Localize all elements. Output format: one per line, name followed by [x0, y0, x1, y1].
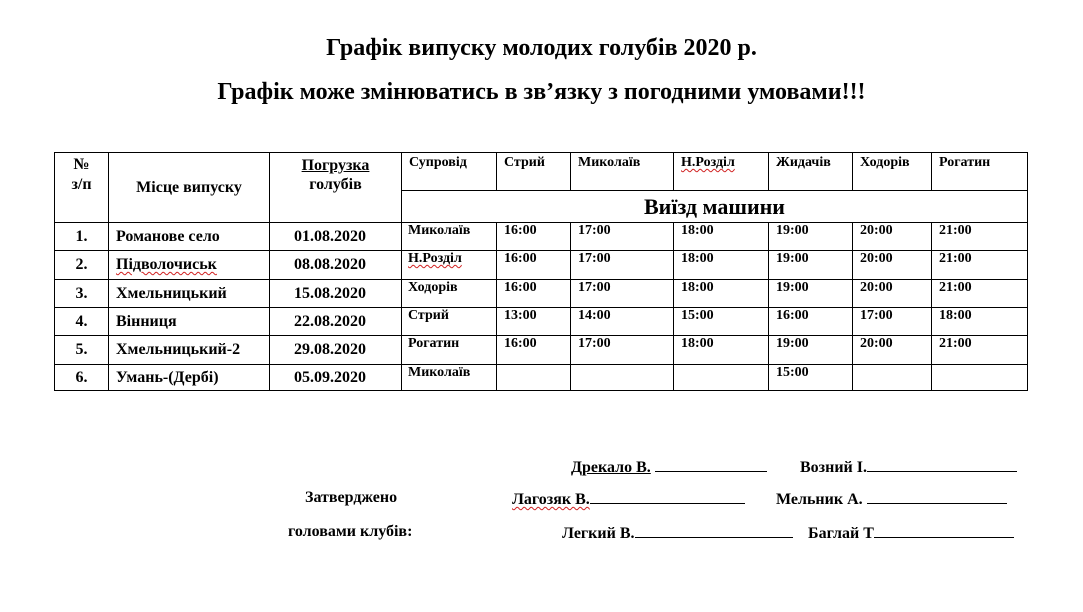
release-place: Вінниця	[109, 308, 270, 336]
departure-time: 17:00	[571, 280, 674, 308]
header-city-rohatyn: Рогатин	[932, 153, 1028, 191]
departure-time: 20:00	[853, 251, 932, 280]
header-loading-line1: Погрузка	[301, 157, 370, 174]
signature-line	[590, 488, 745, 504]
release-place: Хмельницький-2	[109, 336, 270, 365]
table-row	[55, 251, 1028, 280]
header-number	[55, 153, 109, 223]
departure-time: 21:00	[932, 251, 1028, 280]
header-city-zhydachiv: Жидачів	[769, 153, 853, 191]
loading-date: 22.08.2020	[270, 308, 402, 336]
signature-drekalo	[571, 456, 767, 478]
header-loading	[270, 153, 402, 223]
departure-time: 16:00	[497, 251, 571, 280]
departure-time	[497, 365, 571, 391]
signature-name: Возний І.	[800, 459, 867, 476]
departure-time: 16:00	[769, 308, 853, 336]
escort-city: Миколаїв	[402, 223, 497, 251]
departure-time: 18:00	[674, 280, 769, 308]
header-loading-line2: голубів	[309, 176, 362, 193]
row-number: 6.	[55, 365, 109, 391]
signature-bahlai	[808, 522, 1014, 544]
departure-time: 19:00	[769, 251, 853, 280]
signature-line	[655, 456, 767, 472]
departure-time: 15:00	[769, 365, 853, 391]
signature-line	[874, 522, 1014, 538]
departure-time: 17:00	[571, 251, 674, 280]
escort-city: Стрий	[402, 308, 497, 336]
signature-line	[635, 522, 793, 538]
table-row	[55, 336, 1028, 365]
table-row	[55, 365, 1028, 391]
escort-city: Рогатин	[402, 336, 497, 365]
header-number-label: з/п	[71, 176, 92, 193]
departure-time: 20:00	[853, 336, 932, 365]
club-heads-label: головами клубів:	[288, 523, 413, 540]
loading-date: 01.08.2020	[270, 223, 402, 251]
signature-name: Лагозяк В.	[512, 491, 590, 508]
departure-time	[571, 365, 674, 391]
departure-time: 14:00	[571, 308, 674, 336]
release-place-text: Підволочиськ	[116, 256, 217, 273]
signature-name: Баглай Т	[808, 525, 874, 542]
signature-name: Легкий В.	[562, 525, 635, 542]
header-city-stryi: Стрий	[497, 153, 571, 191]
departure-time: 18:00	[674, 223, 769, 251]
row-number: 5.	[55, 336, 109, 365]
signature-name: Дрекало В.	[571, 459, 651, 476]
signature-lehkyi	[562, 522, 793, 544]
departure-time: 17:00	[571, 336, 674, 365]
header-city-nrozdil	[674, 153, 769, 191]
approved-label: Затверджено	[305, 489, 398, 506]
row-number: 4.	[55, 308, 109, 336]
table-row	[55, 280, 1028, 308]
signature-melnyk	[776, 488, 1007, 510]
departure-time: 21:00	[932, 336, 1028, 365]
departure-time: 17:00	[571, 223, 674, 251]
signature-line	[867, 456, 1017, 472]
departure-time: 19:00	[769, 223, 853, 251]
escort-city-text: Н.Розділ	[408, 251, 462, 266]
departure-time: 16:00	[497, 336, 571, 365]
row-number: 1.	[55, 223, 109, 251]
release-schedule-table	[54, 152, 1028, 391]
table-row	[55, 223, 1028, 251]
row-number: 3.	[55, 280, 109, 308]
departure-time: 19:00	[769, 336, 853, 365]
loading-date: 08.08.2020	[270, 251, 402, 280]
departure-time: 21:00	[932, 223, 1028, 251]
departure-time: 17:00	[853, 308, 932, 336]
header-city-nrozdil-label: Н.Розділ	[681, 155, 735, 170]
escort-city	[402, 251, 497, 280]
departure-time: 15:00	[674, 308, 769, 336]
signature-line	[867, 488, 1007, 504]
departure-time: 13:00	[497, 308, 571, 336]
release-place: Умань-(Дербі)	[109, 365, 270, 391]
release-place: Хмельницький	[109, 280, 270, 308]
loading-date: 05.09.2020	[270, 365, 402, 391]
departure-time: 20:00	[853, 223, 932, 251]
departure-time: 18:00	[674, 251, 769, 280]
departure-time: 18:00	[932, 308, 1028, 336]
departure-time: 16:00	[497, 280, 571, 308]
row-number: 2.	[55, 251, 109, 280]
header-city-khodoriv: Ходорів	[853, 153, 932, 191]
table-row	[55, 308, 1028, 336]
document-title: Графік випуску молодих голубів 2020 р.	[326, 35, 757, 61]
departure-time: 18:00	[674, 336, 769, 365]
departure-time: 21:00	[932, 280, 1028, 308]
release-place: Романове село	[109, 223, 270, 251]
header-city-mykolaiv: Миколаїв	[571, 153, 674, 191]
escort-city: Миколаїв	[402, 365, 497, 391]
release-place	[109, 251, 270, 280]
departure-time	[853, 365, 932, 391]
header-escort: Супровід	[402, 153, 497, 191]
departure-time: 16:00	[497, 223, 571, 251]
escort-city: Ходорів	[402, 280, 497, 308]
signature-voznyi	[800, 456, 1017, 478]
departure-time: 20:00	[853, 280, 932, 308]
departure-header: Виїзд машини	[402, 191, 1028, 223]
loading-date: 15.08.2020	[270, 280, 402, 308]
signature-name: Мельник А.	[776, 491, 863, 508]
departure-time: 19:00	[769, 280, 853, 308]
header-place: Місце випуску	[109, 153, 270, 223]
departure-time	[674, 365, 769, 391]
schedule-rows	[55, 223, 1028, 391]
weather-notice: Графік може змінюватись в зв’язку з погодними умовами!!!	[217, 79, 866, 105]
loading-date: 29.08.2020	[270, 336, 402, 365]
departure-time	[932, 365, 1028, 391]
header-number-sign: №	[73, 156, 90, 173]
signature-lahoziak	[512, 488, 745, 510]
